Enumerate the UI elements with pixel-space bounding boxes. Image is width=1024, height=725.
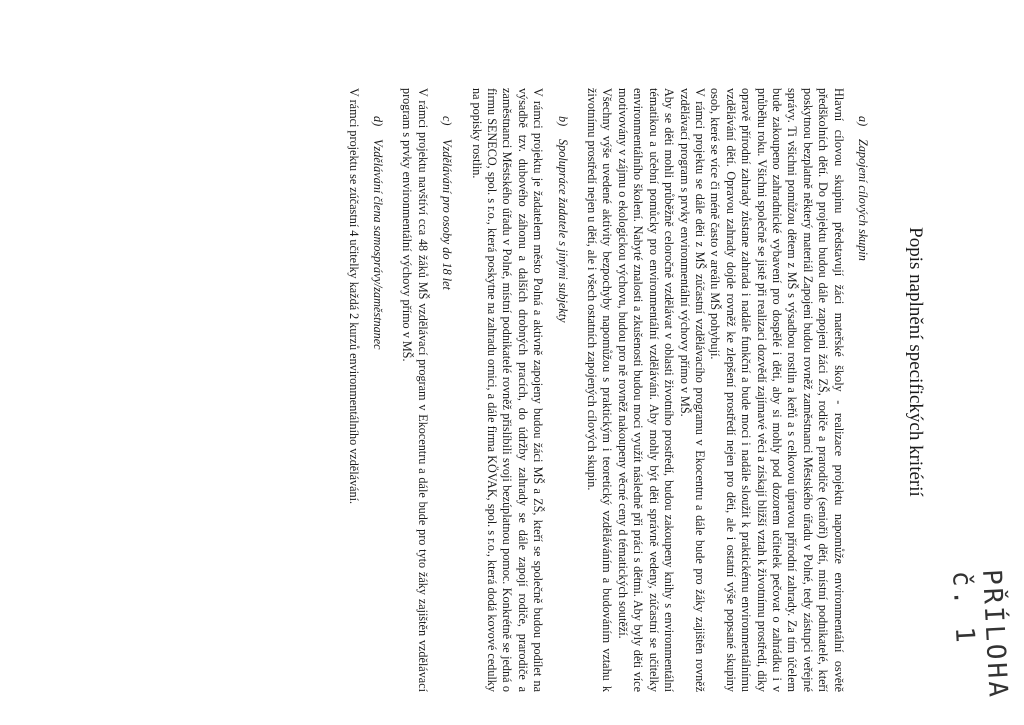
section-d-label: d) [371, 116, 386, 127]
section-c-heading [439, 116, 454, 692]
document-body [345, 88, 884, 692]
section-c-paragraph-1: V rámci projektu navštíví cca 48 žáků MŠ vzdělávací program v Ekocentru a dále bude pro tyto žáky zajištěn vzdělávací program s prvky environmentální výchovy přímo v MŠ. [400, 88, 430, 692]
section-c-label: c) [440, 116, 455, 126]
section-a-label: a) [856, 116, 870, 127]
section-a-paragraph-1: Hlavní cílovou skupinu představují žáci mateřské školy - realizace projektu napomůže environmentální osvětě předškolních dětí. Do projektu budou dále zapojeni žáci ZŠ, rodiče a prarodiče (senioři) dětí, místní podnikatelé, kteří poskytnou bezplatně některý materiál Zapojeni budou rovněž zaměstnanci Městského úřadu v Polné, tedy zástupci veřejné správy. Ti všichni pomůžou dětem z MŠ s výsadbou rostlin a keřů a s celkovou úpravou přírodní zahrady. Za tím účelem bude zakoupeno zahradnické vybavení pro dospělé i děti, aby si mohly pod dozorem učitelek pečovat o zahrádku i v průběhu roku. Všichni společně se jistě při realizaci dozvědí zajímavé věci a získají bližší vztah k životnímu prostředí, díky opravě přírodní zahrady zůstane zahrada i nadále funkční a bude moci i nadále sloužit k praktickému environmentálnímu vzdělávání dětí. Opravou zahrady dojde rovněž ke zlepšení prostředí nejen pro děti, ale i ostatní výše popsané skupiny osob, které se více či méně často v areálu MŠ pohybují. [708, 88, 846, 692]
section-a-paragraph-4: Všechny výše uvedené aktivity bezpochyby napomůžou s praktickým i teoretický vzděláváním a budováním vztahu k životnímu prostředí nejen u dětí, ale i všech ostatních zapojených cílových skupin. [585, 88, 615, 692]
section-a-paragraph-2: V rámci projektu se dále děti z MŠ zúčastní vzdělávacího programu v Ekocentru a dále bude pro žáky zajištěn rovněž vzdělávací program s prvky environmentální výchovy přímo v MŠ. [677, 88, 707, 692]
section-d-paragraph-1: V rámci projektu se zúčastní 4 učitelky každá 2 kurzů environmentálního vzdělávání. [346, 88, 361, 505]
section-b-title: Spolupráce žadatele s jinými subjekty [555, 139, 570, 323]
section-a-title: Zapojení cílových skupin [856, 139, 870, 261]
section-d-heading [370, 116, 385, 692]
section-b-paragraph-1: V rámci projektu je žadatelem město Polná a aktivně zapojeny budou žáci MŠ a ZŠ, kteří se společně budou podílet na výsadbě tzv. dubového záhonu a dalších drobných pracích, do údržby zahrady se dále zapojí rodiče, prarodiče a zaměstnanci Městského úřadu v Polné, místní podnikatelé rovněž přislíbili svoji bezúplatnou pomoc. Konkrétně se jedná o firmu SENECO, spol. s r.o., která poskytne na zahradu ornici, a dále firma KÖVAK, spol. s r.o., která dodá kovové cedulky na popisky rostlin. [469, 88, 546, 692]
section-c-title: Vzdělávání pro osoby do 18 let [440, 139, 455, 290]
section-b-heading [554, 116, 569, 692]
document-title: Popis naplnění specifických kritérií [905, 227, 926, 497]
handwritten-attachment-note: PŘÍLOHA č. 1 [946, 568, 1013, 701]
section-a-paragraph-3: Aby se děti mohli průběžně celoročně vzdělávat v oblasti životního prostředí, budou zakoupeny knihy s environmentální tématikou a učební pomůcky pro environmentální vzdělávání. Aby mohly být děti správně vedeny, zúčastní se učitelky environmentálního školení. Nabyté znalosti a zkušenosti budou moci využít následně při práci s dětmi. Aby byly děti více motivovány v zájmu o ekologickou výchovu, budou pro ně rovněž nakoupeny věcné ceny d tématických soutěží. [615, 88, 677, 692]
section-d-title: Vzdělávání člena samosprávy/zaměstnanec [371, 139, 386, 350]
section-b-label: b) [555, 116, 570, 127]
section-a-heading [855, 116, 870, 692]
